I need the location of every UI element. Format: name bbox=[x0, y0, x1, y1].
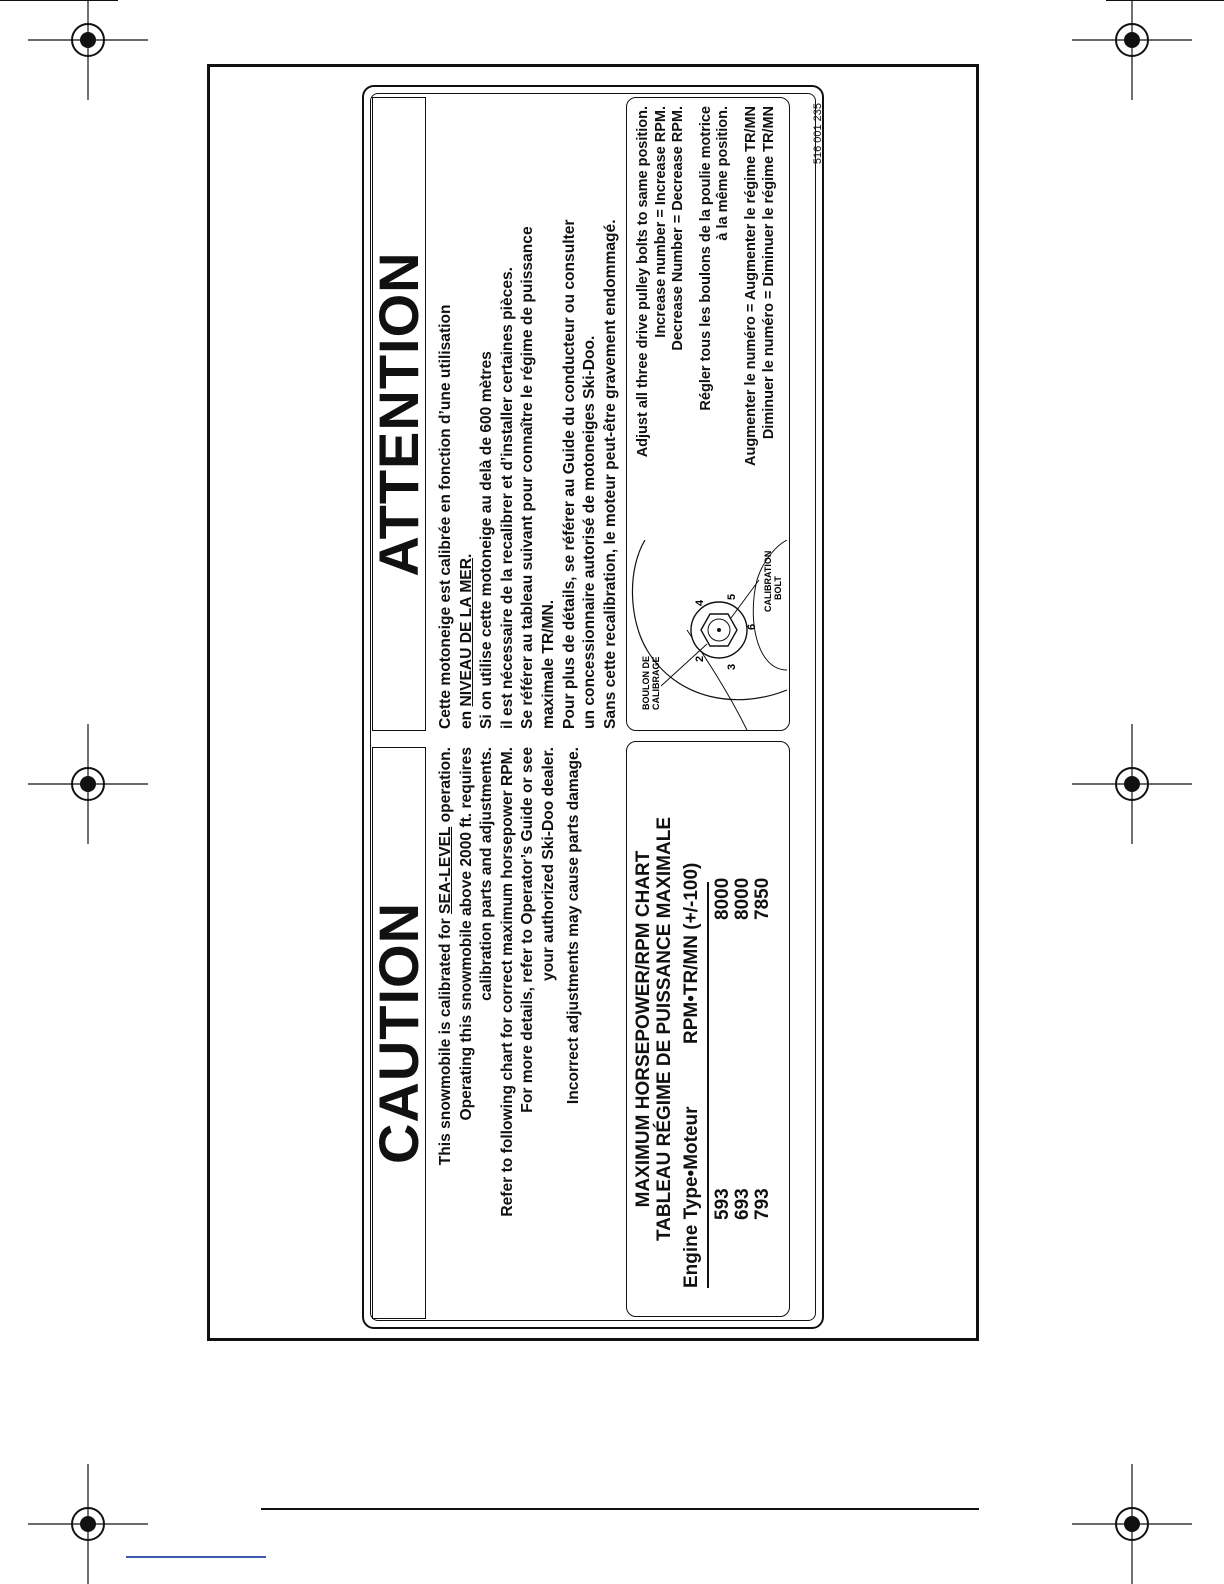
bolt-label-en: CALIBRATION bbox=[763, 550, 773, 612]
crop-mark-mid-right bbox=[1072, 724, 1192, 844]
attention-title: ATTENTION bbox=[372, 97, 426, 731]
rpm-column-header: RPM•TR/MN (+/-100) bbox=[681, 862, 702, 1044]
digit-label: 4 bbox=[694, 599, 706, 606]
page-corner-line bbox=[126, 1556, 266, 1558]
calibration-bolt-diagram bbox=[627, 540, 787, 730]
trim-line bbox=[1106, 0, 1224, 1]
rpm-chart bbox=[626, 741, 790, 1317]
calibration-instructions bbox=[626, 97, 790, 731]
crop-mark-top-right bbox=[1072, 0, 1192, 100]
adjust-text: Adjust all three drive pulley bolts to same position. Increase number = Increase RPM. Decrease Number = Decrease RPM. Régler tous les boulons de la poulie motrice à la même position. Augmenter le numéro = Augmenter le régime TR/MN Diminuer le numéro = Diminuer le régime TR/MN bbox=[635, 106, 777, 467]
digit-label: 5 bbox=[726, 593, 738, 600]
digit-label: 2 bbox=[694, 655, 706, 662]
decal-label bbox=[362, 85, 824, 1329]
crop-mark-mid-left bbox=[28, 724, 148, 844]
table-row-rpm: 7850 bbox=[752, 877, 773, 920]
trim-line bbox=[0, 0, 118, 1]
table-row-engine: 793 bbox=[752, 1188, 773, 1220]
digit-label: 3 bbox=[726, 663, 738, 670]
crop-mark-top-left bbox=[28, 0, 148, 100]
bolt-label-fr: CALIBRAGE bbox=[651, 656, 661, 710]
caution-title: CAUTION bbox=[372, 747, 426, 1319]
table-row-engine: 593 bbox=[712, 1188, 733, 1220]
chart-title-en: MAXIMUM HORSEPOWER/RPM CHART bbox=[633, 850, 654, 1208]
chart-title-fr: TABLEAU RÉGIME DE PUISSANCE MAXIMALE bbox=[654, 817, 675, 1242]
part-number: 516 001 235 bbox=[812, 103, 824, 165]
crop-mark-bottom-left bbox=[28, 1464, 148, 1584]
bolt-label-en: BOLT bbox=[773, 576, 783, 600]
table-row-rpm: 8000 bbox=[732, 877, 753, 920]
digit-label: 6 bbox=[746, 623, 758, 630]
engine-column bbox=[713, 1188, 773, 1220]
engine-column-header: Engine Type•Moteur bbox=[681, 1106, 702, 1288]
table-row-rpm: 8000 bbox=[712, 877, 733, 920]
attention-text: Cette motoneige est calibrée en fonction d’une utilisation en NIVEAU DE LA MER. Si on utilise cette motoneige au delà de 600 mètres il est nécessaire de la recalibrer et d’installer certaines pièces. Se référer au tableau suivant pour connaître le régime de puissance maximale TR/MN. Pour plus de détails, se référer au Guide du conducteur ou consulter un concessionnaire autorisé de motoneiges Ski-Doo. Sans cette recalibration, le moteur peut-être gravement endommagé. bbox=[437, 219, 619, 729]
bolt-label-fr: BOULON DE bbox=[641, 656, 651, 710]
caution-text: This snowmobile is calibrated for SEA-LEVEL operation. Operating this snowmobile above 2000 ft. requires calibration parts and adjustments. Refer to following chart for correct maximum horsepower RPM. For more details, refer to Operator’s Guide or see your authorized Ski-Doo dealer. Incorrect adjustments may cause parts damage. bbox=[437, 747, 582, 1217]
table-row-engine: 693 bbox=[732, 1188, 753, 1220]
rpm-column bbox=[713, 878, 773, 920]
crop-mark-bottom-right bbox=[1072, 1464, 1192, 1584]
footer-rule bbox=[261, 1508, 979, 1510]
